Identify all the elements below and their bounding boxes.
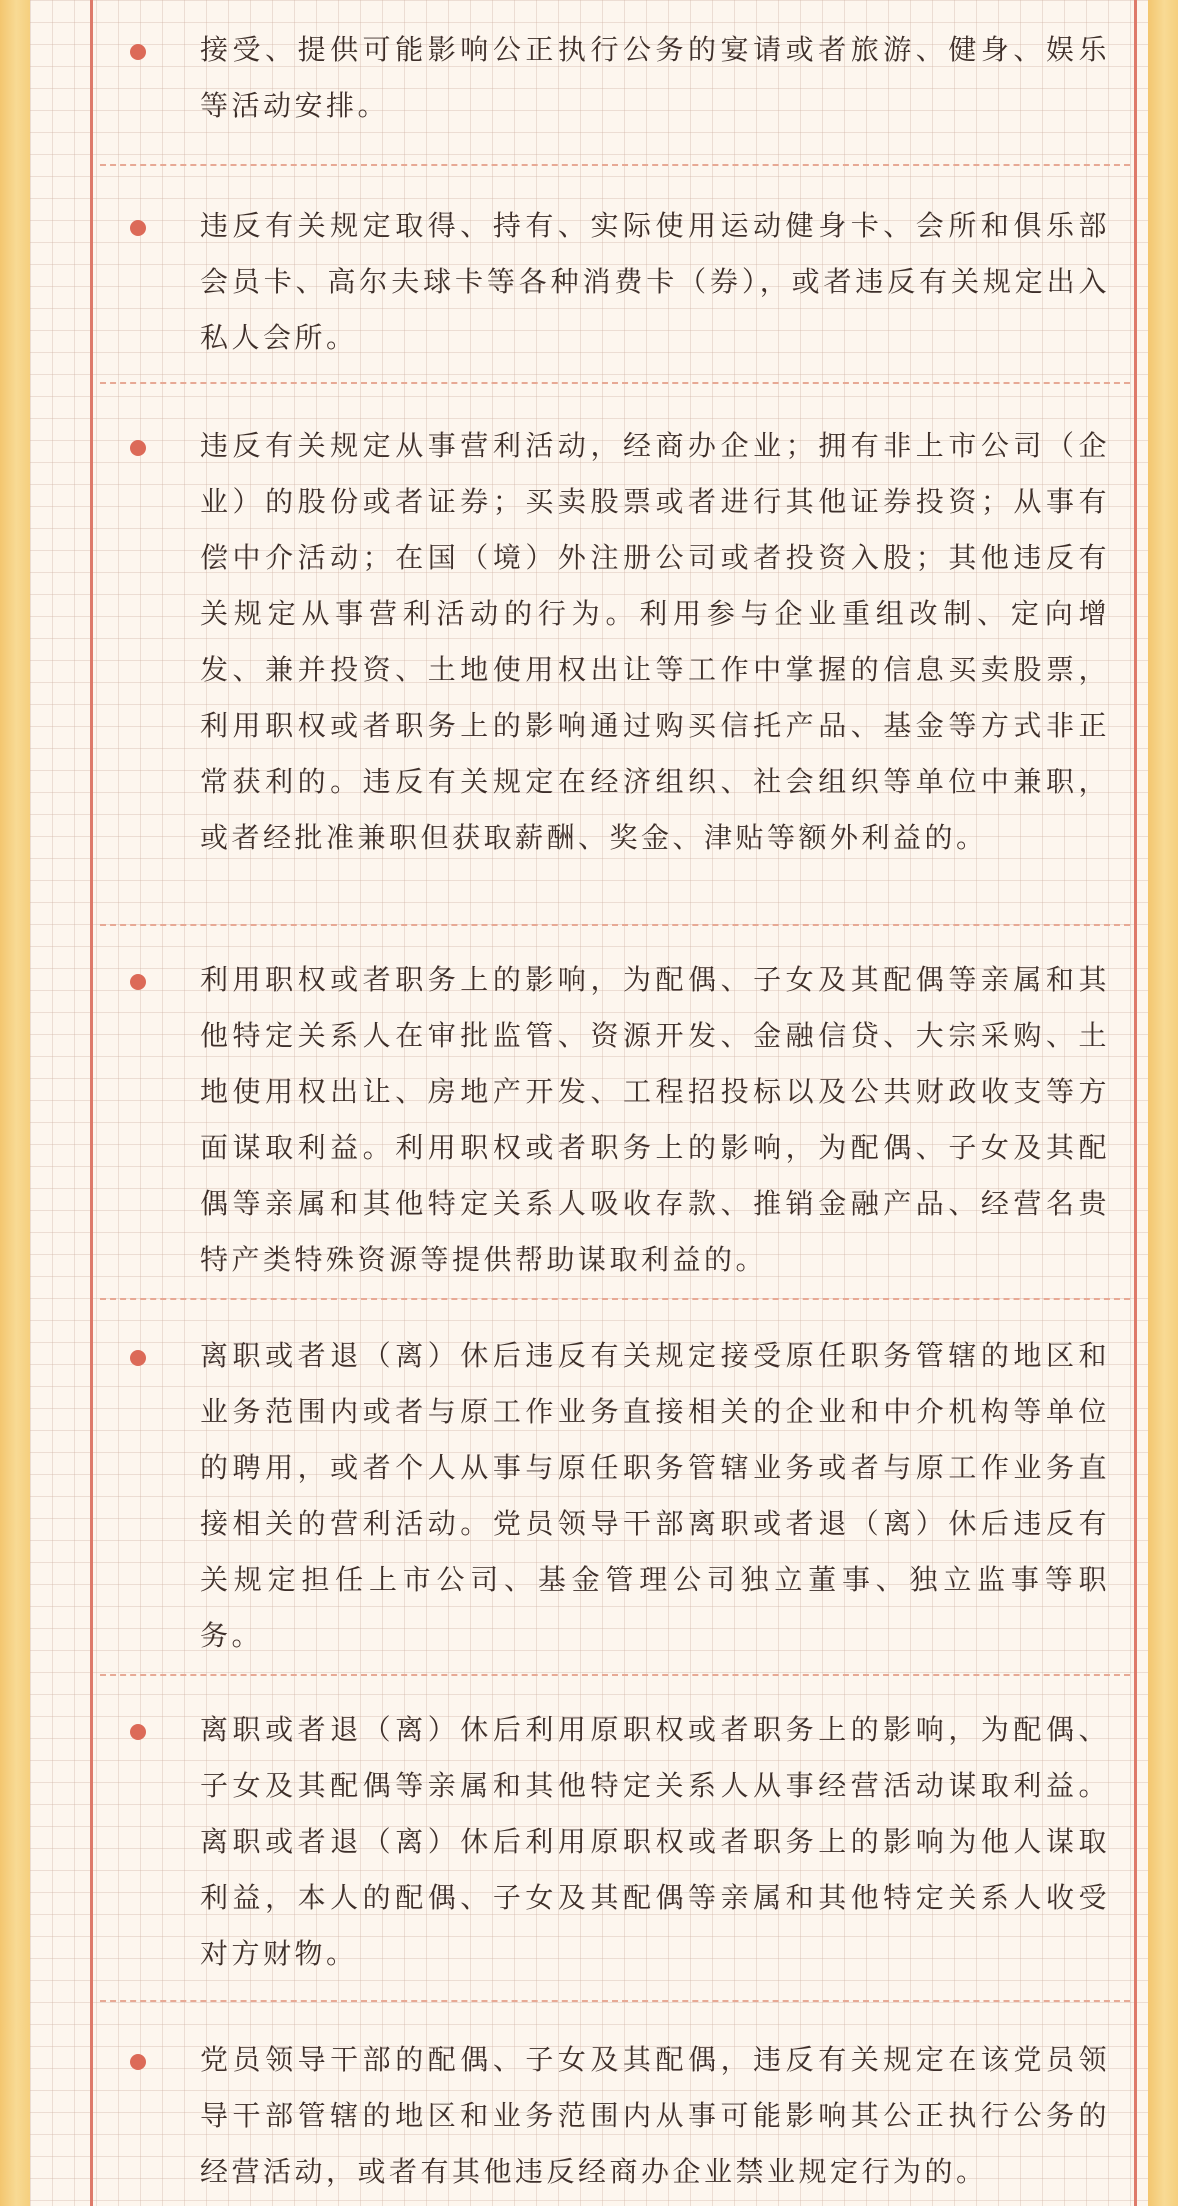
dashed-divider	[100, 924, 1130, 926]
list-item-text: 离职或者退（离）休后违反有关规定接受原任职务管辖的地区和业务范围内或者与原工作业务直接相关的企业和中介机构等单位的聘用，或者个人从事与原任职务管辖业务或者与原工作业务直接相关的营利活动。党员领导干部离职或者退（离）休后违反有关规定担任上市公司、基金管理公司独立董事、独立监事等职务。	[200, 1339, 1110, 1652]
bullet-dot-icon	[130, 2054, 146, 2070]
bullet-dot-icon	[130, 974, 146, 990]
bullet-dot-icon	[130, 440, 146, 456]
bullet-dot-icon	[130, 44, 146, 60]
grid-paper	[30, 0, 1148, 2206]
list-item-text: 接受、提供可能影响公正执行公务的宴请或者旅游、健身、娱乐等活动安排。	[200, 33, 1110, 122]
dashed-divider	[100, 382, 1130, 384]
dashed-divider	[100, 164, 1130, 166]
dashed-divider	[100, 2000, 1130, 2002]
bullet-dot-icon	[130, 220, 146, 236]
bullet-dot-icon	[130, 1724, 146, 1740]
left-border-strip	[0, 0, 30, 2206]
dashed-divider	[100, 1298, 1130, 1300]
rule-list	[30, 0, 1148, 2206]
bullet-dot-icon	[130, 1350, 146, 1366]
right-border-strip	[1148, 0, 1178, 2206]
list-item-text: 违反有关规定从事营利活动，经商办企业；拥有非上市公司（企业）的股份或者证券；买卖股票或者进行其他证券投资；从事有偿中介活动；在国（境）外注册公司或者投资入股；其他违反有关规定从事营利活动的行为。利用参与企业重组改制、定向增发、兼并投资、土地使用权出让等工作中掌握的信息买卖股票，利用职权或者职务上的影响通过购买信托产品、基金等方式非正常获利的。违反有关规定在经济组织、社会组织等单位中兼职，或者经批准兼职但获取薪酬、奖金、津贴等额外利益的。	[200, 429, 1110, 854]
list-item-text: 利用职权或者职务上的影响，为配偶、子女及其配偶等亲属和其他特定关系人在审批监管、资源开发、金融信贷、大宗采购、土地使用权出让、房地产开发、工程招投标以及公共财政收支等方面谋取利益。利用职权或者职务上的影响，为配偶、子女及其配偶等亲属和其他特定关系人吸收存款、推销金融产品、经营名贵特产类特殊资源等提供帮助谋取利益的。	[200, 963, 1110, 1276]
list-item-text: 党员领导干部的配偶、子女及其配偶，违反有关规定在该党员领导干部管辖的地区和业务范围内从事可能影响其公正执行公务的经营活动，或者有其他违反经商办企业禁业规定行为的。	[200, 2043, 1110, 2188]
list-item-text: 违反有关规定取得、持有、实际使用运动健身卡、会所和俱乐部会员卡、高尔夫球卡等各种消费卡（券），或者违反有关规定出入私人会所。	[200, 209, 1110, 354]
list-item-text: 离职或者退（离）休后利用原职权或者职务上的影响，为配偶、子女及其配偶等亲属和其他特定关系人从事经营活动谋取利益。离职或者退（离）休后利用原职权或者职务上的影响为他人谋取利益，本人的配偶、子女及其配偶等亲属和其他特定关系人收受对方财物。	[200, 1713, 1110, 1970]
dashed-divider	[100, 1674, 1130, 1676]
